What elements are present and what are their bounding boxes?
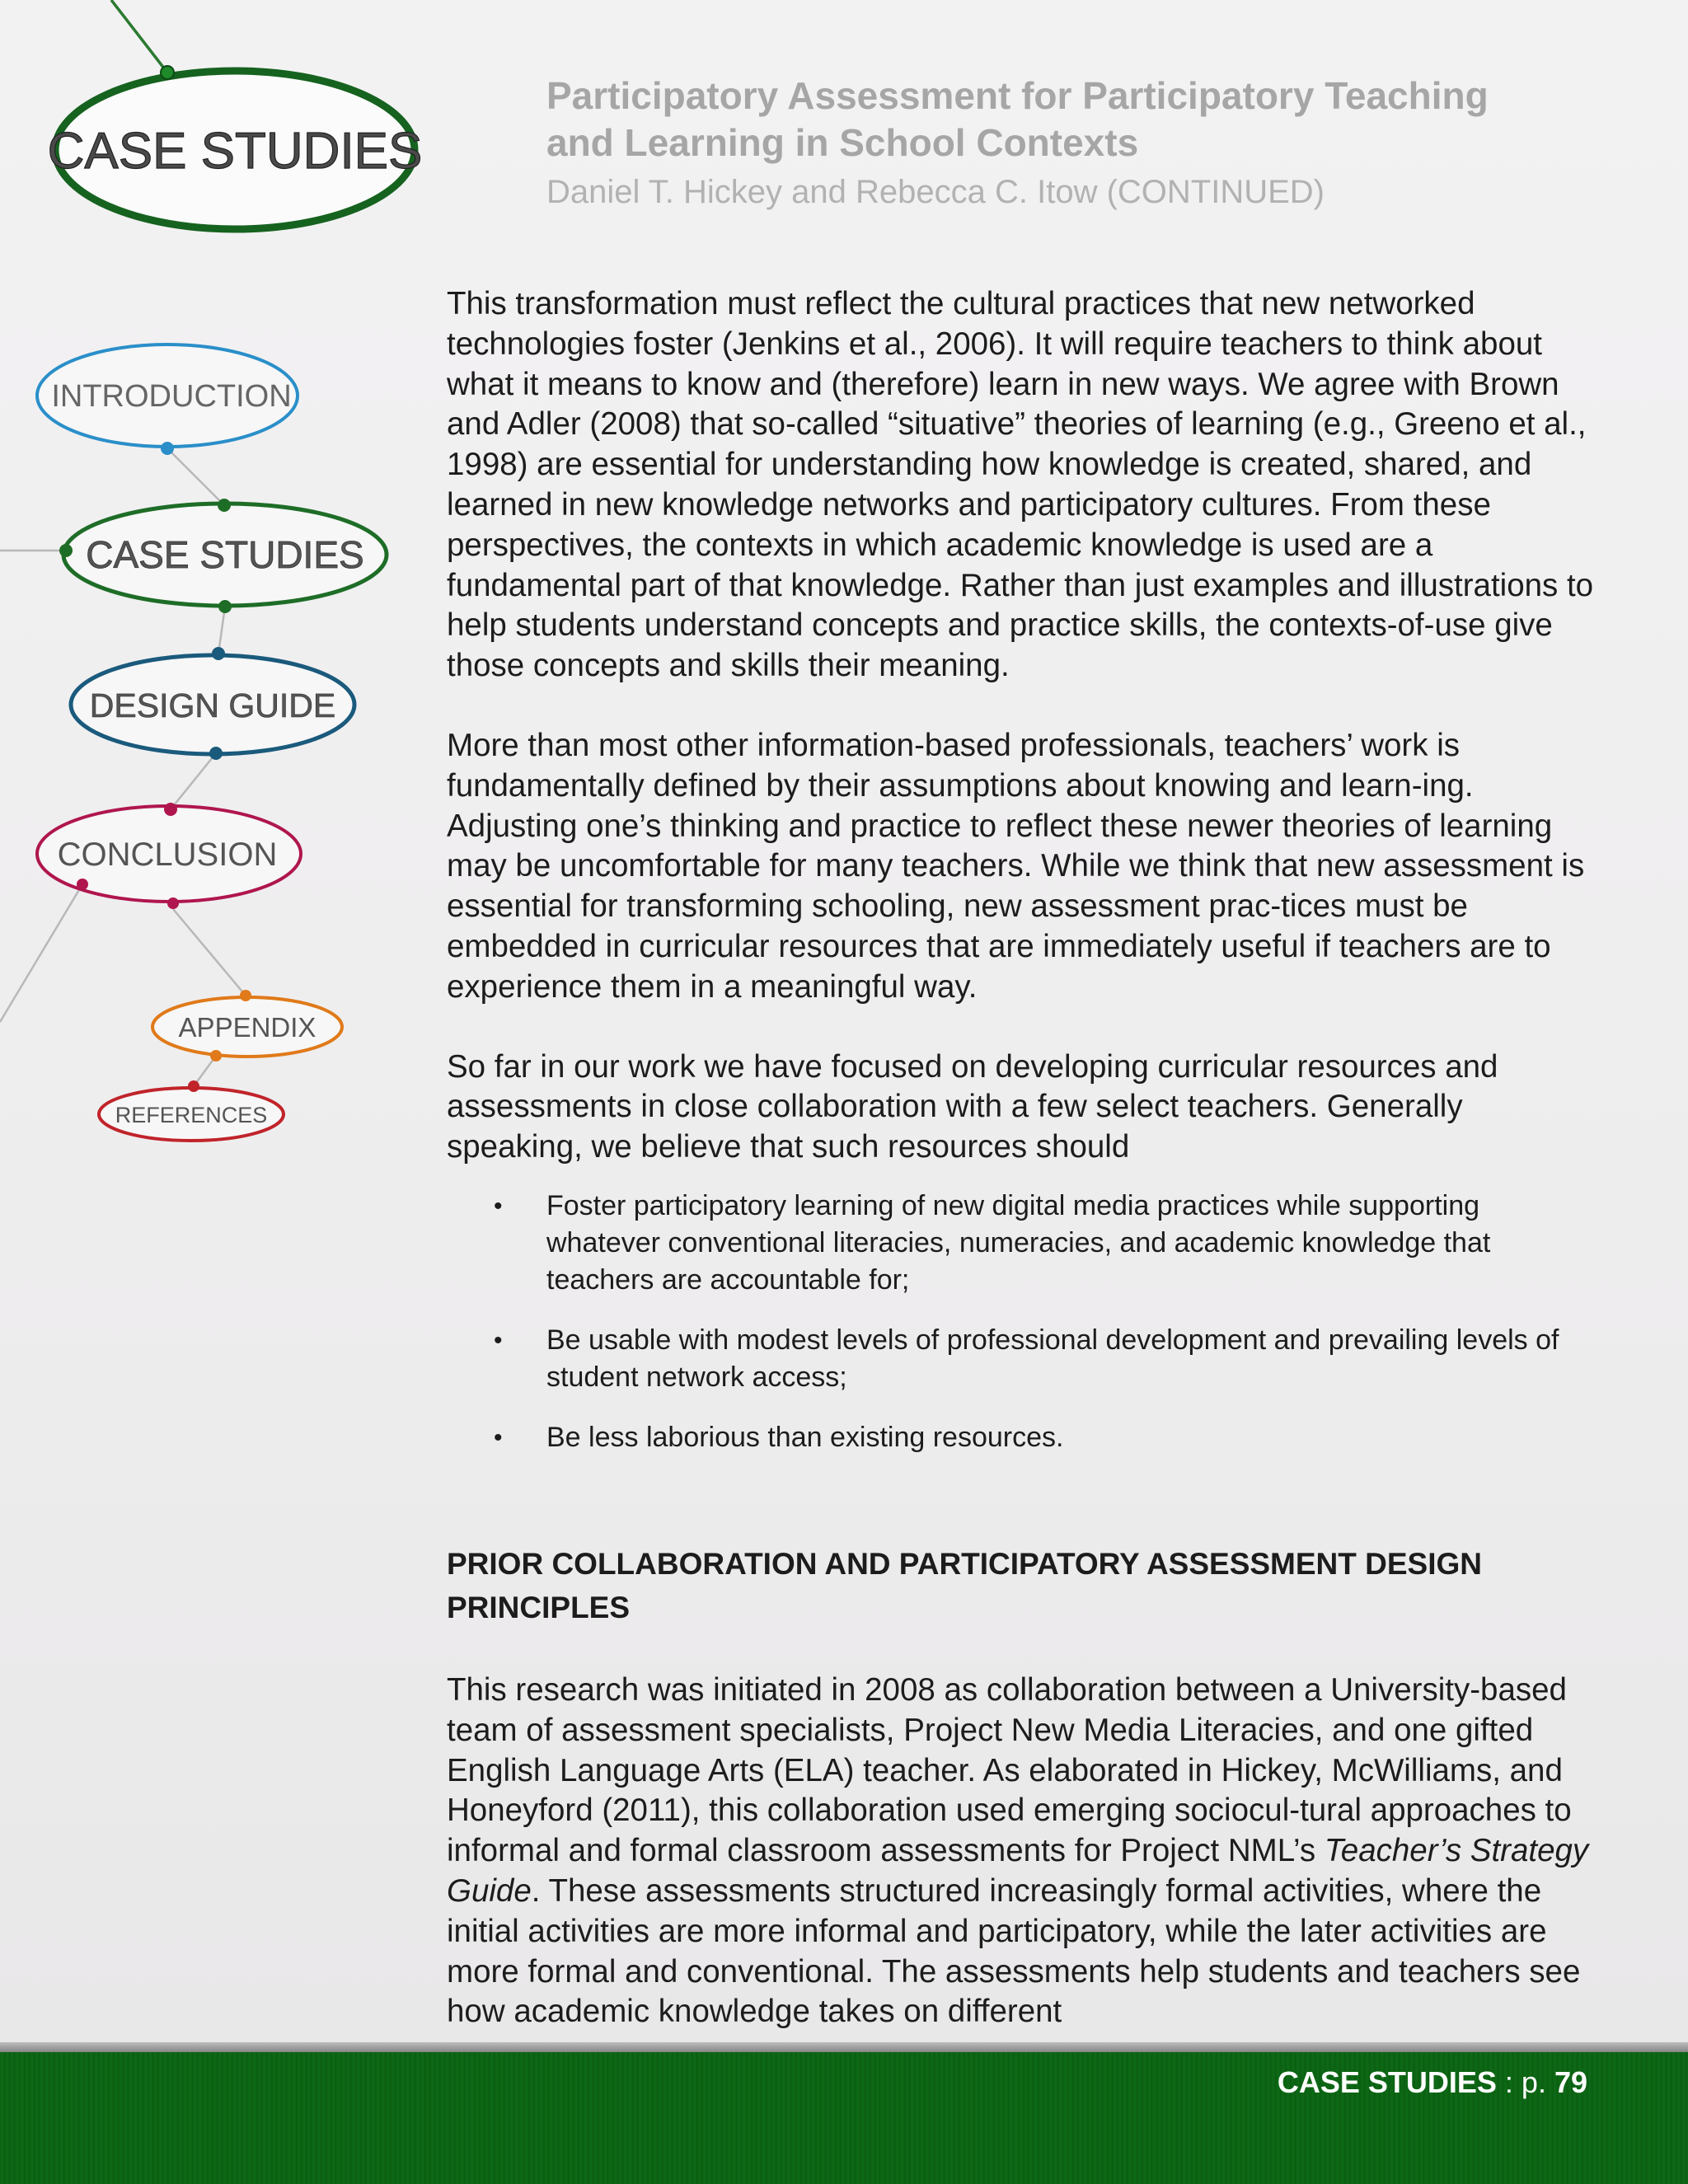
list-item	[447, 1419, 1601, 1456]
list-item-text: Foster participatory learning of new digital media practices while supporting whatever conventional literacies, numeracies, and academic knowledge that teachers are accountable for;	[546, 1189, 1491, 1296]
nav-item-references[interactable]	[99, 1080, 284, 1141]
paragraph-4-text-end: . These assessments structured increasingly formal activities, where the initial activities are more informal and participatory, while the later activities are more formal and conventional. The assessments help students and teachers see how academic knowledge takes on different	[447, 1872, 1581, 2030]
footer-separator: : p.	[1496, 2065, 1554, 2099]
paragraph-1: This transformation must reflect the cultural practices that new networked technologies foster (Jenkins et al., 2006). It will require teachers to think about what it means to know and (therefore) learn in new ways. We agree with Brown and Adler (2008) that so-called “situative” theories of learning (e.g., Greeno et al., 1998) are essential for understanding how knowledge is created, shared, and learned in new knowledge networks and participatory cultures. From these perspectives, the contexts in which academic knowledge is used are a fundamental part of that knowledge. Rather than just examples and illustrations to help students understand concepts and practice skills, the contexts-of-use give those concepts and skills their meaning.	[447, 286, 1594, 684]
nav-item-appendix-label: APPENDIX	[178, 1012, 316, 1043]
case-studies-badge	[48, 66, 423, 229]
paragraph-4	[447, 1671, 1601, 2032]
document-authors: Daniel T. Hickey and Rebecca C. Itow (CONTINUED)	[546, 174, 1325, 210]
resource-criteria-list	[447, 1188, 1601, 1456]
list-item-text: Be usable with modest levels of professional development and prevailing levels of student network access;	[546, 1324, 1559, 1393]
document-title	[546, 73, 1618, 166]
list-item	[447, 1188, 1601, 1299]
nav-item-case-studies[interactable]	[59, 499, 387, 613]
list-item-text: Be less laborious than existing resources.	[546, 1421, 1064, 1453]
article-body	[447, 284, 1601, 2072]
bullet-marker: •	[494, 1423, 503, 1451]
paragraph-3: So far in our work we have focused on developing curricular resources and assessments in close collaboration with a few select teachers. Generally speaking, we believe that such resources should	[447, 1048, 1498, 1165]
nav-item-design-guide-label: DESIGN GUIDE	[89, 687, 336, 724]
page-footer-label	[1278, 2064, 1587, 2101]
document-title-line-1: Participatory Assessment for Participatory Teaching	[546, 74, 1489, 117]
nav-item-design-guide[interactable]	[71, 647, 354, 760]
paragraph-4-text-start: This research was initiated in 2008 as collaboration between a University-based team of assessment specialists, Project New Media Literacies, and one gifted English Language Arts (ELA) teacher. As elaborated in Hickey, McWilliams, and Honeyford (2011), this collaboration used emerging sociocul-tural approaches to informal and formal classroom assessments for Project NML’s	[447, 1671, 1572, 1869]
nav-item-case-studies-label: CASE STUDIES	[86, 533, 364, 576]
bullet-marker: •	[494, 1192, 503, 1220]
nav-item-references-label: REFERENCES	[115, 1103, 268, 1127]
section-heading: PRIOR COLLABORATION AND PARTICIPATORY ASSESSMENT DESIGN PRINCIPLES	[447, 1546, 1483, 1624]
bullet-marker: •	[494, 1326, 503, 1354]
page-number: 79	[1554, 2065, 1587, 2099]
nav-item-introduction[interactable]	[37, 344, 298, 455]
case-studies-badge-label: CASE STUDIES	[47, 123, 423, 180]
document-title-line-2: and Learning in School Contexts	[546, 121, 1139, 164]
footer-section-name: CASE STUDIES	[1277, 2065, 1497, 2099]
section-navigation	[0, 0, 462, 1170]
guide-title: Teacher’s Strategy Guide	[447, 1833, 1589, 1909]
nav-item-conclusion-label: CONCLUSION	[57, 837, 278, 873]
nav-item-appendix[interactable]	[152, 990, 342, 1062]
paragraph-2: More than most other information-based professionals, teachers’ work is fundamentally defined by their assumptions about knowing and learn-ing. Adjusting one’s thinking and practice to reflect these newer theories of learning may be uncomfortable for many teachers. While we think that new assessment is essential for transforming schooling, new assessment prac-tices must be embedded in curricular resources that are immediately useful if teachers are to experience them in a meaningful way.	[447, 727, 1585, 1005]
list-item	[447, 1322, 1601, 1396]
nav-item-introduction-label: INTRODUCTION	[51, 379, 292, 414]
